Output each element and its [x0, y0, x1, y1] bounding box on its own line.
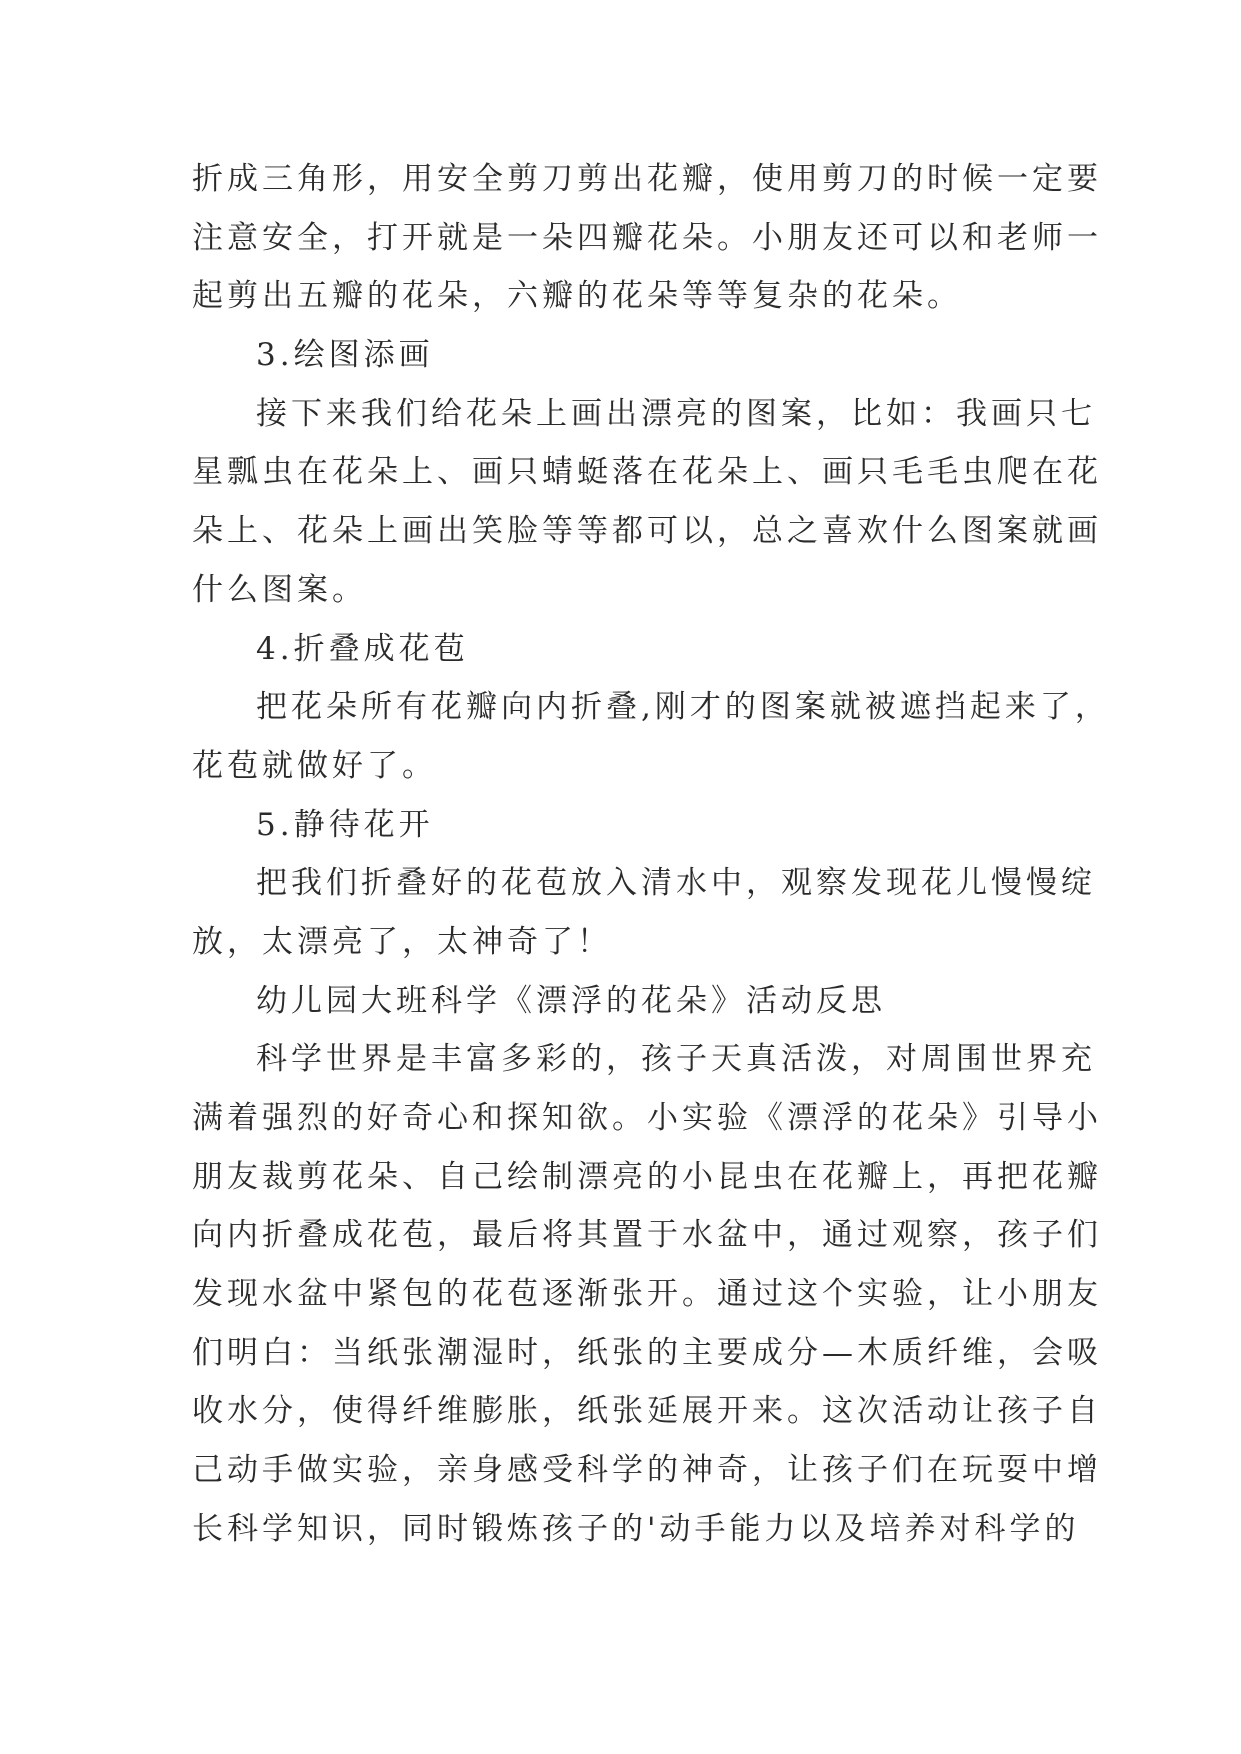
text-line: 接下来我们给花朵上画出漂亮的图案，比如：我画只七 [256, 395, 1096, 432]
text-line: 朵上、花朵上画出笑脸等等都可以，总之喜欢什么图案就画 [192, 513, 1102, 550]
text-line: 己动手做实验，亲身感受科学的神奇，让孩子们在玩耍中增 [192, 1452, 1102, 1489]
text-line: 什么图案。 [192, 571, 367, 608]
text-line: 们明白：当纸张潮湿时，纸张的主要成分—木质纤维，会吸 [192, 1334, 1102, 1371]
text-line: 朋友裁剪花朵、自己绘制漂亮的小昆虫在花瓣上，再把花瓣 [192, 1158, 1102, 1195]
section-heading: 4.折叠成花苞 [256, 630, 469, 667]
text-line: 放，太漂亮了，太神奇了！ [192, 923, 612, 960]
text-line: 发现水盆中紧包的花苞逐渐张开。通过这个实验，让小朋友 [192, 1276, 1102, 1313]
document-body [192, 150, 1110, 1559]
text-line: 折成三角形，用安全剪刀剪出花瓣，使用剪刀的时候一定要 [192, 161, 1102, 197]
text-line: 注意安全，打开就是一朵四瓣花朵。小朋友还可以和老师一 [192, 219, 1102, 256]
text-line: 花苞就做好了。 [192, 747, 437, 784]
text-line: 长科学知识，同时锻炼孩子的'动手能力以及培养对科学的 [192, 1510, 1080, 1547]
text-line: 收水分，使得纤维膨胀，纸张延展开来。这次活动让孩子自 [192, 1393, 1102, 1430]
text-line: 向内折叠成花苞，最后将其置于水盆中，通过观察，孩子们 [192, 1217, 1102, 1254]
section-title: 幼儿园大班科学《漂浮的花朵》活动反思 [256, 982, 886, 1019]
section-heading: 3.绘图添画 [256, 337, 434, 374]
text-line: 星瓢虫在花朵上、画只蜻蜓落在花朵上、画只毛毛虫爬在花 [192, 454, 1102, 491]
text-line: 把花朵所有花瓣向内折叠,刚才的图案就被遮挡起来了， [256, 689, 1110, 726]
text-line: 把我们折叠好的花苞放入清水中，观察发现花儿慢慢绽 [256, 865, 1096, 902]
text-line: 起剪出五瓣的花朵，六瓣的花朵等等复杂的花朵。 [192, 278, 962, 315]
section-heading: 5.静待花开 [256, 806, 434, 843]
text-line: 满着强烈的好奇心和探知欲。小实验《漂浮的花朵》引导小 [192, 1100, 1102, 1136]
text-line: 科学世界是丰富多彩的，孩子天真活泼，对周围世界充 [256, 1041, 1096, 1078]
